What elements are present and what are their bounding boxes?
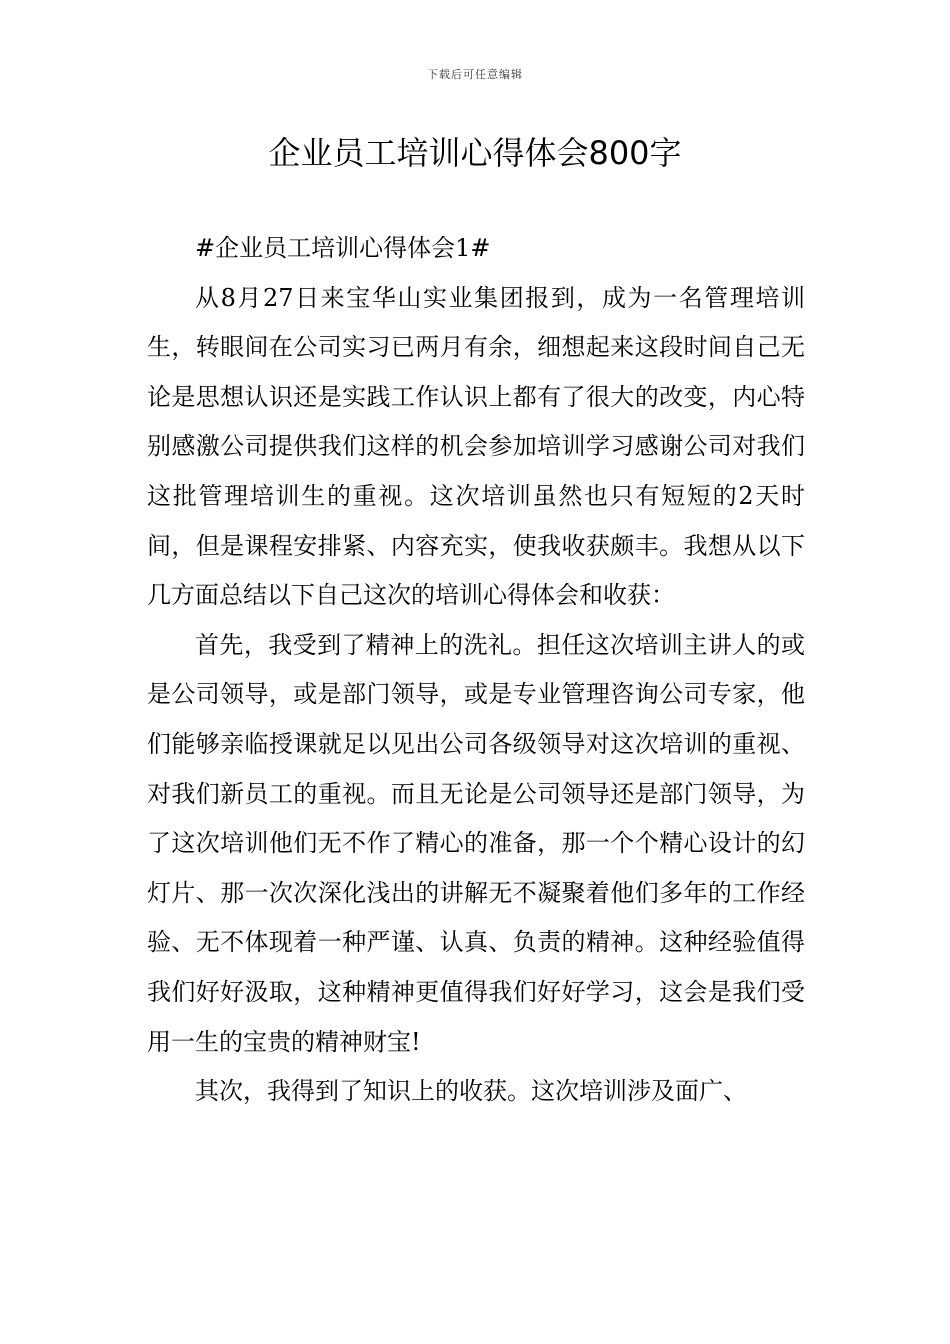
paragraph-intro: 从8月27日来宝华山实业集团报到，成为一名管理培训生，转眼间在公司实习已两月有余，细想起来这段时间自己无论是思想认识还是实践工作认识上都有了很大的改变，内心特别感激公司提供我们这样的机会参加培训学习感谢公司对我们这批管理培训生的重视。这次培训虽然也只有短短的2天时间，但是课程安排紧、内容充实，使我收获颇丰。我想从以下几方面总结以下自己这次的培训心得体会和收获： [147,283,805,610]
header-note: 下载后可任意编辑 [427,68,523,81]
document-title: 企业员工培训心得体会800字 [268,134,682,172]
paragraph-first-point: 首先，我受到了精神上的洗礼。担任这次培训主讲人的或是公司领导，或是部门领导，或是专业管理咨询公司专家，他们能够亲临授课就足以见出公司各级领导对这次培训的重视、对我们新员工的重视。而且无论是公司领导还是部门领导，为了这次培训他们无不作了精心的准备，那一个个精心设计的幻灯片、那一次次深化浅出的讲解无不凝聚着他们多年的工作经验、无不体现着一种严谨、认真、负责的精神。这种经验值得我们好好汲取，这种精神更值得我们好好学习，这会是我们受用一生的宝贵的精神财宝! [147,630,805,1056]
section-heading: #企业员工培训心得体会1# [195,234,491,262]
document-body [147,224,805,1117]
paragraph-second-point: 其次，我得到了知识上的收获。这次培训涉及面广、 [195,1077,747,1106]
